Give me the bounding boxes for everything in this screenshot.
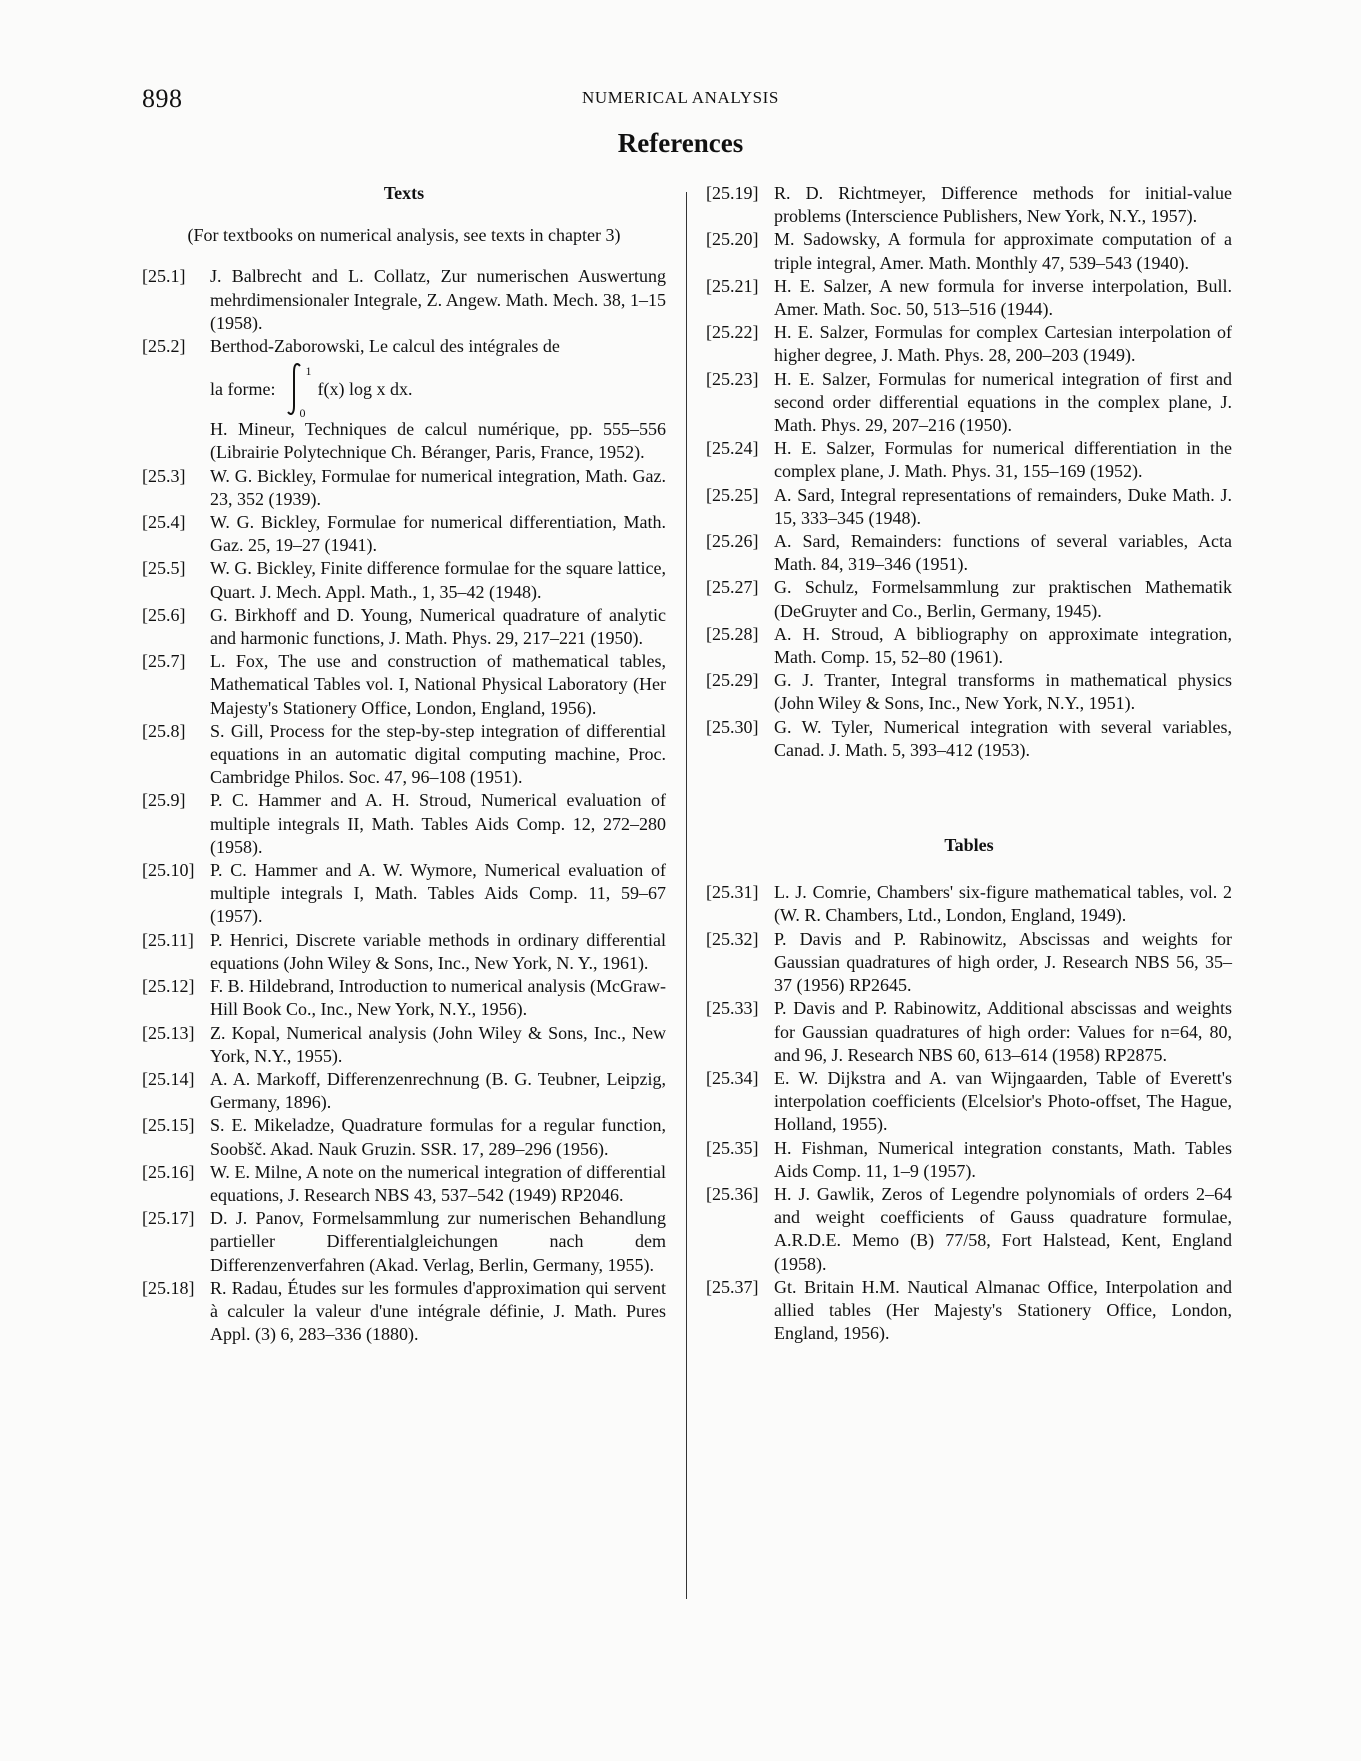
reference-text: A. Sard, Integral representations of remainders, Duke Math. J. 15, 333–345 (1948). [774,484,1232,528]
reference-text: F. B. Hildebrand, Introduction to numerical analysis (McGraw-Hill Book Co., Inc., New York, N.Y., 1956). [210,976,666,1020]
reference-text: W. G. Bickley, Formulae for numerical differentiation, Math. Gaz. 25, 19–27 (1941). [210,512,666,556]
reference-entry [706,1276,1232,1346]
reference-entry [706,928,1232,998]
integral-sign [285,360,313,421]
reference-text: A. A. Markoff, Differenzenrechnung (B. G. Teubner, Leipzig, Germany, 1896). [210,1068,666,1113]
reference-entry [142,1207,666,1277]
texts-section-title: Texts [383,183,425,203]
reference-entry [142,1114,666,1160]
reference-text: S. E. Mikeladze, Quadrature formulas for a regular function, Soobšč. Akad. Nauk Gruzin. SSR. 17, 289–296 (1956). [210,1115,666,1159]
reference-entry [142,1277,666,1347]
reference-text: Berthod-Zaborowski, Le calcul des intégrales de [210,336,560,357]
left-column [142,182,666,1346]
reference-text: A. H. Stroud, A bibliography on approximate integration, Math. Comp. 15, 52–80 (1961). [774,623,1232,668]
reference-continuation: H. Mineur, Techniques de calcul numérique, pp. 555–556 (Librairie Polytechnique Ch. Béranger, Paris, France, 1952). [210,419,666,463]
reference-text: P. C. Hammer and A. W. Wymore, Numerical evaluation of multiple integrals I, Math. Tables Aids Comp. 11, 59–67 (1957). [210,860,666,927]
reference-key: [25.28] [706,623,759,644]
reference-text: E. W. Dijkstra and A. van Wijngaarden, Table of Everett's interpolation coefficients (Elcelsior's Photo-offset, The Hague, Holland, 1955). [774,1067,1232,1135]
reference-text: P. Davis and P. Rabinowitz, Additional abscissas and weights for Gaussian quadratures of high order: Values for n=64, 80, and 96, J. Research NBS 60, 613–614 (1958) RP2875. [774,998,1232,1065]
reference-key: [25.20] [706,229,759,250]
reference-key: [25.7] [142,651,186,672]
reference-entry [706,437,1232,483]
reference-entry [142,335,666,465]
integrand: f(x) log x dx. [317,378,413,399]
reference-text: H. E. Salzer, Formulas for numerical integration of first and second order differential equations in the complex plane, J. Math. Phys. 29, 207–216 (1950). [774,368,1232,436]
formula-prefix: la forme: [210,378,276,399]
texts-section-note: (For textbooks on numerical analysis, see texts in chapter 3) [187,225,621,246]
reference-entry [142,789,666,859]
reference-text: S. Gill, Process for the step-by-step integration of differential equations in an automatic digital computing machine, Proc. Cambridge Philos. Soc. 47, 96–108 (1951). [210,720,666,788]
reference-body [210,335,666,465]
right-column [706,182,1232,1345]
reference-entry [142,720,666,790]
reference-key: [25.19] [706,183,759,203]
reference-key: [25.37] [706,1276,759,1297]
reference-entry [706,669,1232,715]
reference-text: H. E. Salzer, Formulas for complex Cartesian interpolation of higher degree, J. Math. Phys. 28, 200–203 (1949). [774,322,1232,366]
reference-text: R. D. Richtmeyer, Difference methods for initial-value problems (Interscience Publishers, New York, N.Y., 1957). [774,183,1232,227]
reference-entry [706,275,1232,321]
reference-key: [25.10] [142,860,195,881]
reference-key: [25.24] [706,438,759,459]
reference-text: G. W. Tyler, Numerical integration with several variables, Canad. J. Math. 5, 393–412 (1953). [774,716,1232,760]
reference-entry [706,881,1232,927]
reference-entry [142,265,666,335]
reference-entry [706,716,1232,762]
reference-key: [25.32] [706,928,759,949]
reference-key: [25.33] [706,998,759,1019]
reference-text: G. Birkhoff and D. Young, Numerical quadrature of analytic and harmonic functions, J. Math. Phys. 29, 217–221 (1950). [210,604,666,649]
running-head: NUMERICAL ANALYSIS [582,88,779,107]
reference-entry [142,511,666,557]
reference-key: [25.8] [142,720,186,741]
reference-entry [706,321,1232,367]
reference-entry [706,182,1232,228]
reference-text: W. E. Milne, A note on the numerical integration of differential equations, J. Research NBS 43, 537–542 (1949) RP2046. [210,1161,666,1205]
reference-key: [25.9] [142,790,186,811]
reference-text: M. Sadowsky, A formula for approximate computation of a triple integral, Amer. Math. Monthly 47, 539–543 (1940). [774,229,1232,273]
integral-formula [210,360,666,421]
reference-key: [25.35] [706,1137,759,1158]
reference-text: H. E. Salzer, Formulas for numerical differentiation in the complex plane, J. Math. Phys. 31, 155–169 (1952). [774,438,1232,482]
reference-entry [706,623,1232,669]
reference-text: Z. Kopal, Numerical analysis (John Wiley & Sons, Inc., New York, N.Y., 1955). [210,1022,666,1066]
reference-entry [706,1067,1232,1137]
reference-text: J. Balbrecht and L. Collatz, Zur numerischen Auswertung mehrdimensionaler Integrale, Z. Angew. Math. Mech. 38, 1–15 (1958). [210,266,666,333]
reference-text: H. E. Salzer, A new formula for inverse interpolation, Bull. Amer. Math. Soc. 50, 513–516 (1944). [774,275,1232,320]
reference-entry [706,1137,1232,1183]
reference-text: Gt. Britain H.M. Nautical Almanac Office, Interpolation and allied tables (Her Majesty's Stationery Office, London, England, 1956). [774,1276,1232,1344]
reference-key: [25.34] [706,1067,759,1088]
reference-entry [142,1161,666,1207]
reference-text: R. Radau, Études sur les formules d'approximation qui servent à calculer la valeur d'une intégrale définie, J. Math. Pures Appl. (3) 6, 283–336 (1880). [210,1277,666,1345]
page-number: 898 [142,84,183,113]
reference-key: [25.36] [706,1183,759,1204]
reference-key: [25.30] [706,716,759,737]
reference-text: H. J. Gawlik, Zeros of Legendre polynomials of orders 2–64 and weight coefficients of Gauss quadrature formulae, A.R.D.E. Memo (B) 77/58, Fort Halstead, Kent, England (1958). [774,1183,1232,1274]
reference-key: [25.4] [142,512,186,533]
integral-upper-limit: 1 [305,364,312,379]
reference-key: [25.29] [706,670,759,691]
reference-text: W. G. Bickley, Finite difference formulae for the square lattice, Quart. J. Mech. Appl. Math., 1, 35–42 (1948). [210,558,666,602]
reference-entry [142,557,666,603]
reference-text: P. Davis and P. Rabinowitz, Abscissas and weights for Gaussian quadratures of high order, J. Research NBS 56, 35–37 (1956) RP2645. [774,928,1232,996]
reference-text: L. J. Comrie, Chambers' six-figure mathematical tables, vol. 2 (W. R. Chambers, Ltd., London, England, 1949). [774,882,1232,926]
column-divider [686,192,687,1599]
reference-entry [142,859,666,929]
reference-key: [25.11] [142,929,194,950]
reference-key: [25.3] [142,465,186,486]
reference-text: L. Fox, The use and construction of mathematical tables, Mathematical Tables vol. I, National Physical Laboratory (Her Majesty's Stationery Office, London, England, 1956). [210,651,666,718]
integral-lower-limit: 0 [299,406,306,421]
reference-text: P. C. Hammer and A. H. Stroud, Numerical evaluation of multiple integrals II, Math. Tables Aids Comp. 12, 272–280 (1958). [210,790,666,857]
tables-section-title: Tables [944,835,994,856]
reference-key: [25.1] [142,266,186,287]
reference-entry [142,604,666,650]
reference-entry [142,975,666,1021]
reference-key: [25.17] [142,1208,195,1229]
reference-key: [25.22] [706,322,759,343]
reference-key: [25.18] [142,1277,195,1298]
reference-text: P. Henrici, Discrete variable methods in ordinary differential equations (John Wiley & Sons, Inc., New York, N. Y., 1961). [210,929,666,973]
reference-text: D. J. Panov, Formelsammlung zur numerischen Behandlung partieller Differentialgleichungen nach dem Differenzenverfahren (Akad. Verlag, Berlin, Germany, 1955). [210,1208,666,1275]
reference-entry [706,576,1232,622]
reference-entry [706,228,1232,274]
reference-key: [25.26] [706,531,759,552]
reference-entry [706,997,1232,1067]
reference-key: [25.14] [142,1068,195,1089]
reference-entry [142,929,666,975]
reference-key: [25.15] [142,1115,195,1136]
reference-entry [142,650,666,720]
reference-key: [25.5] [142,558,186,579]
reference-entry [706,530,1232,576]
reference-key: [25.13] [142,1022,195,1043]
reference-entry [706,368,1232,438]
reference-key: [25.27] [706,577,759,598]
reference-key: [25.12] [142,976,195,997]
reference-text: A. Sard, Remainders: functions of several variables, Acta Math. 84, 319–346 (1951). [774,531,1232,575]
reference-key: [25.16] [142,1161,195,1182]
reference-entry [142,465,666,511]
reference-entry [142,1022,666,1068]
reference-key: [25.2] [142,336,186,357]
reference-key: [25.21] [706,275,759,296]
reference-text: H. Fishman, Numerical integration constants, Math. Tables Aids Comp. 11, 1–9 (1957). [774,1137,1232,1181]
reference-text: G. J. Tranter, Integral transforms in mathematical physics (John Wiley & Sons, Inc., New York, N.Y., 1951). [774,670,1232,714]
reference-entry [706,484,1232,530]
reference-key: [25.23] [706,368,759,389]
reference-key: [25.6] [142,604,186,625]
reference-key: [25.31] [706,882,759,903]
references-heading: References [617,128,744,158]
reference-text: W. G. Bickley, Formulae for numerical integration, Math. Gaz. 23, 352 (1939). [210,465,666,509]
reference-entry [706,1183,1232,1276]
reference-key: [25.25] [706,484,759,505]
reference-text: G. Schulz, Formelsammlung zur praktischen Mathematik (DeGruyter and Co., Berlin, Germany, 1945). [774,577,1232,621]
reference-entry [142,1068,666,1114]
